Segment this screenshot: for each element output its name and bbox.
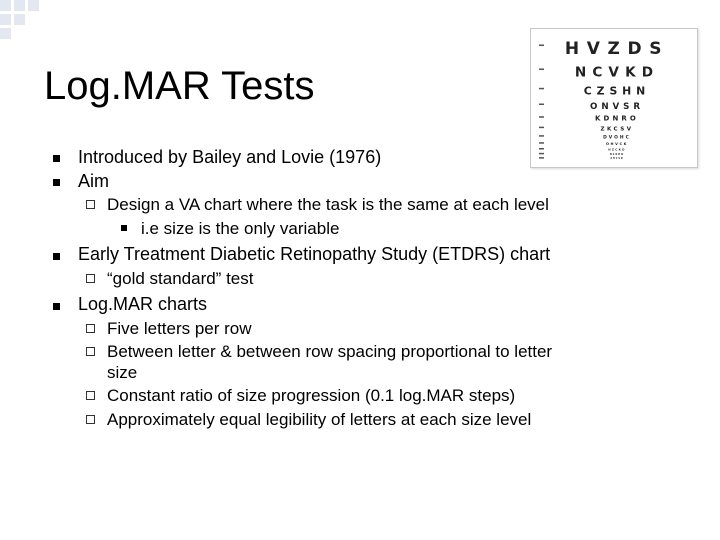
- sub-bullet-text-continued: size: [107, 363, 138, 382]
- checkbox-bullet-icon: [86, 274, 95, 283]
- chart-letter-row: NCVKD: [574, 64, 660, 81]
- bullet-square-icon: [53, 303, 60, 310]
- sub-bullet-text: Design a VA chart where the task is the same at each level: [107, 195, 549, 214]
- decor-square: [0, 0, 11, 11]
- row-tick: [539, 142, 544, 144]
- checkbox-bullet-icon: [86, 200, 95, 209]
- row-tick: [539, 148, 544, 150]
- checkbox-bullet-icon: [86, 391, 95, 400]
- sub-sub-bullet-text: i.e size is the only variable: [141, 219, 340, 238]
- decor-square: [0, 28, 11, 39]
- decor-square: [14, 0, 25, 11]
- row-tick: [539, 45, 544, 47]
- chart-letter-row: NCKHD: [609, 152, 625, 156]
- chart-letter-row: ZHCSR: [610, 157, 624, 161]
- chart-letter-row: OHVCK: [605, 141, 629, 146]
- bullet-square-icon: [53, 155, 60, 162]
- checkbox-bullet-icon: [86, 415, 95, 424]
- row-tick: [539, 103, 544, 105]
- bullet-text: Introduced by Bailey and Lovie (1976): [78, 147, 382, 167]
- row-tick: [539, 135, 544, 137]
- corner-decoration: [0, 0, 60, 40]
- chart-letter-row: ONVSR: [590, 101, 644, 112]
- checkbox-bullet-icon: [86, 347, 95, 356]
- row-tick: [539, 127, 544, 128]
- chart-letter-row: HVZDS: [564, 39, 670, 59]
- bullet-text: Aim: [78, 171, 109, 191]
- decor-square: [28, 0, 39, 11]
- bullet-square-icon: [53, 179, 60, 186]
- bullet-square-icon: [121, 225, 127, 231]
- sub-bullet-text: Constant ratio of size progression (0.1 log.MAR steps): [107, 386, 516, 405]
- checkbox-bullet-icon: [86, 324, 95, 333]
- row-tick: [539, 88, 544, 90]
- sub-bullet-text: Between letter & between row spacing proportional to letter: [107, 342, 553, 361]
- decor-square: [14, 14, 25, 25]
- chart-letter-row: DVOHC: [603, 135, 631, 141]
- row-tick: [539, 153, 544, 155]
- chart-letter-row: ZKCSV: [600, 126, 634, 133]
- row-tick: [539, 157, 544, 159]
- bullet-text: Early Treatment Diabetic Retinopathy Study (ETDRS) chart: [78, 244, 551, 264]
- bullet-square-icon: [53, 253, 60, 260]
- row-tick: [539, 116, 544, 118]
- slide-title: Log.MAR Tests: [44, 64, 315, 108]
- chart-letter-row: KDNRO: [595, 114, 639, 123]
- etdrs-chart-image: [530, 28, 698, 168]
- sub-bullet-text: “gold standard” test: [107, 269, 254, 288]
- sub-bullet-text: Five letters per row: [107, 319, 252, 338]
- chart-letter-row: HZCKO: [608, 147, 626, 152]
- eye-chart-svg: [531, 29, 697, 167]
- chart-letter-row: CZSHN: [583, 84, 651, 98]
- sub-bullet-text: Approximately equal legibility of letters at each size level: [107, 410, 532, 429]
- decor-square: [0, 14, 11, 25]
- row-tick: [539, 68, 544, 70]
- bullet-text: Log.MAR charts: [78, 294, 208, 314]
